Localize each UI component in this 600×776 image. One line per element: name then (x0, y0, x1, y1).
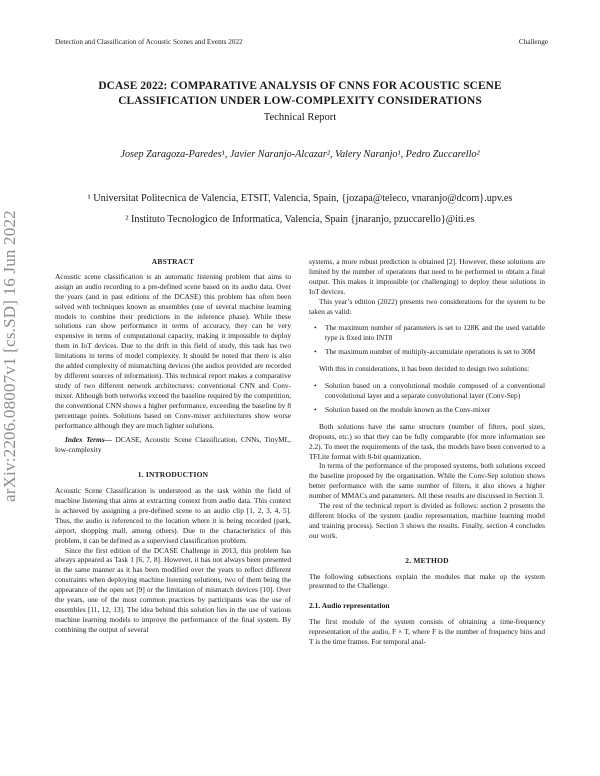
bullet-icon: • (314, 323, 317, 333)
running-header-left: Detection and Classification of Acoustic Scenes and Events 2022 (55, 38, 243, 46)
report-type: Technical Report (263, 112, 337, 123)
running-header-right: Challenge (518, 38, 548, 46)
audio-representation-heading: 2.1. Audio representation (309, 601, 390, 611)
title-line-2: CLASSIFICATION UNDER LOW-COMPLEXITY CONSIDERATIONS (118, 94, 482, 107)
introduction-heading: 1. INTRODUCTION (137, 470, 209, 480)
author-list: Josep Zaragoza-Paredes¹, Javier Naranjo-Alcazar², Valery Naranjo¹, Pedro Zuccarello² (120, 149, 480, 160)
index-terms-label: Index Terms— (65, 435, 112, 445)
solution-list (309, 381, 545, 415)
list-item: • The maximum number of multiply-accumulate operations is set to 30M (314, 347, 536, 357)
arxiv-identifier: arXiv:2206.08007v1 [cs.SD] 16 Jun 2022 (0, 210, 19, 502)
title-line-1: DCASE 2022: COMPARATIVE ANALYSIS OF CNNS FOR ACOUSTIC SCENE (98, 80, 502, 92)
bullet-icon: • (314, 347, 317, 357)
structure-paragraph: Both solutions have the same structure (number of filters, pool sizes, dropouts, etc.) so that they can be fully comparable (for more information see 2.2). To meet the requirements of the task, the models have been converted to a TFLite format with 8-bit quantization. (309, 421, 545, 461)
list-item: • Solution based on a convolutional module composed of a conventional convolutional layer and a separate convolutional layer (Conv-Sep) (314, 381, 545, 400)
edition-paragraph: This year’s edition (2022) presents two considerations for the system to be taken as valid: (309, 296, 545, 316)
index-terms-text: DCASE, Acoustic Scene Classification, CNNs, TinyML, low-complexity (55, 435, 291, 455)
list-item: • Solution based on the module known as the Conv-mixer (314, 404, 491, 414)
left-column (55, 257, 291, 635)
bullet-icon: • (314, 381, 317, 391)
intro-paragraph-1: Acoustic Scene Classification is understood as the task within the field of machine listening that aims at extracting context from audio data. This context is achieved by assigning a pre-defined scene to an audio clip [1, 2, 3, 4, 5]. Thus, the audio is referenced to the location where it is being recorded (park, airport, shopping mall, among others). Due to the characteristics of this problem, it can be defined as a supervised classification problem. (55, 486, 291, 545)
method-heading: 2. METHOD (405, 555, 449, 565)
right-column (309, 257, 545, 647)
performance-paragraph: In terms of the performance of the proposed systems, both solutions exceed the baseline proposed by the organisation. While the Conv-Sep solution shows better performance with the same number of filters, it also shows a higher number of MMACs and parameters. All these results are discussed in Section 3. (309, 461, 545, 501)
bullet-icon: • (314, 404, 317, 414)
index-terms (55, 435, 291, 455)
paper-title (60, 79, 540, 108)
abstract-text: Acoustic scene classification is an automatic listening problem that aims to assign an audio recording to a pre-defined scene based on its audio data. Over the years (and in past editions of the DCASE) this problem has often been solved with techniques known as ensembles (use of several machine learning models to combine their predictions in the inference phase). While these solutions can show performance in terms of accuracy, they can be very expensive in terms of computational capacity, making it impossible to deploy them in IoT devices. Due to the drift in this field of study, this task has two limitations in terms of model complexity. It should be noted that there is also the added complexity of mismatching devices (the audios provided are recorded by different sources of information). This technical report makes a comparative study of two different network architectures: conventional CNN and Conv-mixer. Although both networks exceed the baseline required by the competition, the conventional CNN shows a higher performance, exceeding the baseline by 8 percentage points. Solutions based on Conv-mixer architectures show worse performance although they are much lighter solutions. (55, 271, 291, 430)
constraint-list (309, 323, 545, 357)
abstract-heading: ABSTRACT (151, 257, 195, 266)
intro-continuation: systems, a more robust prediction is obtained [2]. However, these solutions are limited by the number of operations that need to be performed to obtain a final output. This makes it impossible (or challenging) to deploy these solutions in IoT devices. (309, 257, 545, 296)
design-paragraph: With this in considerations, it has been decided to design two solutions: (319, 364, 530, 374)
audio-representation-paragraph: The first module of the system consists of obtaining a time-frequency representation of the audio, F × T, where F is the number of frequency bins and T is the time frames. For temporal anal- (309, 617, 545, 647)
affiliation-1: ¹ Universitat Politecnica de Valencia, ETSIT, Valencia, Spain, {jozapa@teleco, vnaranjo@dcom}.upv.es (87, 193, 513, 204)
intro-paragraph-2: Since the first edition of the DCASE Challenge in 2013, this problem has always appeared as Task 1 [6, 7, 8]. However, it has not always been presented in the same manner as it has been modified over the years to reflect different constraints when deploying machine listening solutions, two of them being the appearance of the open set [9] or the limitation of mismatch devices [10]. Over the years, one of the most common practices by participants was the use of ensembles [11, 12, 13]. The idea behind this solution lies in the use of various machine learning models to improve the performance of the final system. By combining the output of several (55, 545, 291, 634)
outline-paragraph: The rest of the technical report is divided as follows: section 2 presents the different blocks of the system (audio representation, machine learning model and training process). Section 3 shows the results. Finally, section 4 concludes our work. (309, 501, 545, 540)
method-paragraph: The following subsections explain the modules that make up the system presented to the Challenge. (309, 571, 545, 591)
list-item: • The maximum number of parameters is set to 128K and the used variable type is fixed into INT8 (314, 323, 545, 343)
affiliation-2: ² Instituto Tecnologico de Informatica, Valencia, Spain {jnaranjo, pzuccarello}@iti.es (125, 214, 475, 225)
